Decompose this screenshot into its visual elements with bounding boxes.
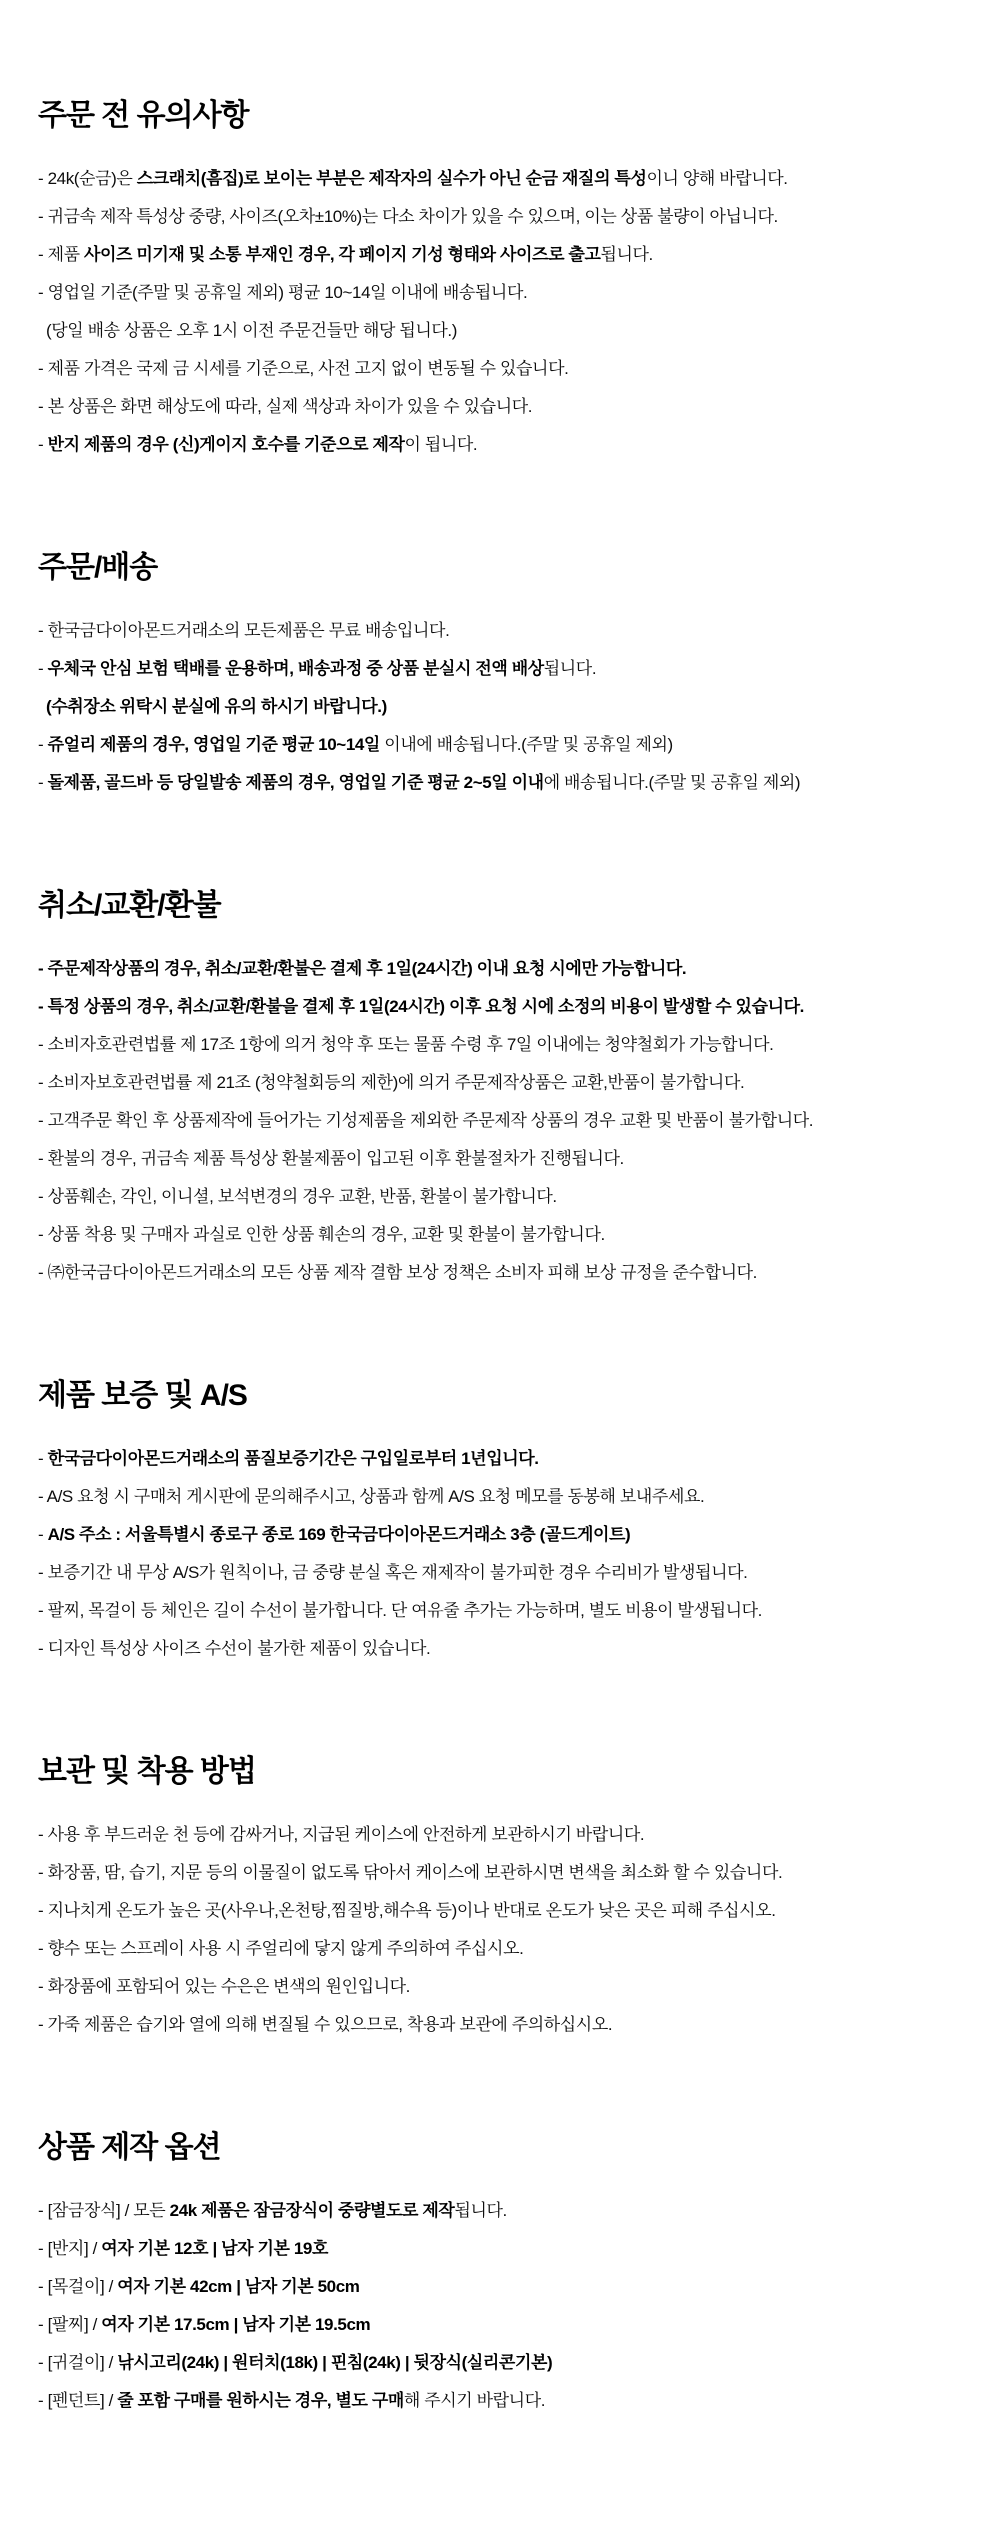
notice-line [38, 312, 960, 350]
notice-line [38, 1140, 960, 1178]
notice-text: 이내에 배송됩니다.(주말 및 공휴일 제외) [379, 735, 673, 754]
notice-text: - 화장품, 땀, 습기, 지문 등의 이물질이 없도록 닦아서 케이스에 보관하시면 변색을 최소화 할 수 있습니다. [38, 1863, 783, 1882]
notice-text: - [목걸이] / [38, 2277, 118, 2296]
section-lines [38, 950, 960, 1292]
notice-line [38, 612, 960, 650]
notice-text: - 고객주문 확인 후 상품제작에 들어가는 기성제품을 제외한 주문제작 상품의 경우 교환 및 반품이 불가합니다. [38, 1111, 814, 1130]
notice-text: 이니 양해 바랍니다. [646, 169, 788, 188]
section-title: 제품 보증 및 A/S [38, 1379, 247, 1412]
notice-section [38, 1378, 960, 1668]
notice-line [38, 1102, 960, 1140]
notice-text: - [38, 659, 48, 678]
notice-text: - 향수 또는 스프레이 사용 시 주얼리에 닿지 않게 주의하여 주십시오. [38, 1939, 524, 1958]
notice-text: - [38, 735, 48, 754]
notice-line [38, 1630, 960, 1668]
notice-line [38, 1516, 960, 1554]
notice-line [38, 1930, 960, 1968]
notice-text: - [38, 1525, 48, 1544]
notice-line [38, 1064, 960, 1102]
notice-text-bold: 사이즈 미기재 및 소통 부재인 경우, 각 페이지 기성 형태와 사이즈로 출고 [83, 245, 601, 264]
notice-text: - [38, 773, 48, 792]
notice-text: - 팔찌, 목걸이 등 체인은 길이 수선이 불가합니다. 단 여유줄 추가는 가능하며, 별도 비용이 발생됩니다. [38, 1601, 762, 1620]
section-title: 보관 및 착용 방법 [38, 1755, 256, 1788]
notice-line [38, 1440, 960, 1478]
notice-text-bold: 낚시고리(24k) | 원터치(18k) | 핀침(24k) | 뒷장식(실리콘기본) [117, 2353, 553, 2372]
notice-text: - 귀금속 제작 특성상 중량, 사이즈(오차±10%)는 다소 차이가 있을 수 있으며, 이는 상품 불량이 아닙니다. [38, 207, 778, 226]
section-title: 취소/교환/환불 [38, 889, 221, 922]
notice-text: 됩니다. [454, 2201, 507, 2220]
notice-text: - 상품훼손, 각인, 이니셜, 보석변경의 경우 교환, 반품, 환불이 불가합니다. [38, 1187, 557, 1206]
notice-text: 이 됩니다. [404, 435, 478, 454]
notice-line [38, 1592, 960, 1630]
notice-line [38, 1854, 960, 1892]
section-title: 주문 전 유의사항 [38, 99, 249, 132]
notice-text: - 24k(순금)은 [38, 169, 137, 188]
notice-text-bold: 24k 제품은 잠금장식이 중량별도로 제작 [169, 2201, 455, 2220]
notice-text: - [펜던트] / [38, 2391, 118, 2410]
notice-text: - A/S 요청 시 구매처 게시판에 문의해주시고, 상품과 함께 A/S 요청 메모를 동봉해 보내주세요. [38, 1487, 705, 1506]
notice-text: - [반지] / [38, 2239, 102, 2258]
notice-line [38, 950, 960, 988]
notice-text: - 영업일 기준(주말 및 공휴일 제외) 평균 10~14일 이내에 배송됩니다. [38, 283, 528, 302]
notice-line [38, 1254, 960, 1292]
notice-section [38, 98, 960, 464]
notice-line [38, 236, 960, 274]
notice-text: - 제품 [38, 245, 84, 264]
section-lines [38, 1816, 960, 2044]
notice-line [38, 1816, 960, 1854]
notice-line [38, 2230, 960, 2268]
notice-text: - [38, 1449, 48, 1468]
notice-line [38, 1554, 960, 1592]
section-lines [38, 1440, 960, 1668]
section-lines [38, 612, 960, 802]
notice-text-bold: 여자 기본 12호 | 남자 기본 19호 [101, 2239, 328, 2258]
notice-line [38, 2006, 960, 2044]
section-lines [38, 160, 960, 464]
notice-section [38, 550, 960, 802]
notice-text: 해 주시기 바랍니다. [403, 2391, 546, 2410]
section-lines [38, 2192, 960, 2420]
notice-line [38, 726, 960, 764]
notice-text-bold: 우체국 안심 보험 택배를 운용하며, 배송과정 중 상품 분실시 전액 배상 [47, 659, 544, 678]
notice-text-bold: 쥬얼리 제품의 경우, 영업일 기준 평균 10~14일 [47, 735, 380, 754]
notice-line [38, 2268, 960, 2306]
notice-line [38, 388, 960, 426]
notice-text: - [38, 435, 48, 454]
notice-line [38, 350, 960, 388]
notice-line [38, 2344, 960, 2382]
notice-text: - 화장품에 포함되어 있는 수은은 변색의 원인입니다. [38, 1977, 410, 1996]
notice-text-bold: - 특정 상품의 경우, 취소/교환/환불을 결제 후 1일(24시간) 이후 요청 시에 소정의 비용이 발생할 수 있습니다. [38, 997, 804, 1016]
notice-line [38, 2382, 960, 2420]
notice-text: - 보증기간 내 무상 A/S가 원칙이나, 금 중량 분실 혹은 재제작이 불가피한 경우 수리비가 발생됩니다. [38, 1563, 748, 1582]
section-title: 상품 제작 옵션 [38, 2131, 221, 2164]
notice-line [38, 160, 960, 198]
notice-line [38, 1216, 960, 1254]
notice-text: - 소비자호관련법률 제 17조 1항에 의거 청약 후 또는 물품 수령 후 7일 이내에는 청약철회가 가능합니다. [38, 1035, 774, 1054]
notice-text: (당일 배송 상품은 오후 1시 이전 주문건들만 해당 됩니다.) [46, 321, 457, 340]
notice-line [38, 988, 960, 1026]
notice-section [38, 2130, 960, 2420]
notice-text-bold: A/S 주소 : 서울특별시 종로구 종로 169 한국금다이아몬드거래소 3층 (골드게이트) [47, 1525, 631, 1544]
notice-content [38, 98, 960, 2420]
notice-text: - [잠금장식] / 모든 [38, 2201, 170, 2220]
notice-text: - [팔찌] / [38, 2315, 102, 2334]
notice-text-bold: - 주문제작상품의 경우, 취소/교환/환불은 결제 후 1일(24시간) 이내 요청 시에만 가능합니다. [38, 959, 687, 978]
notice-line [38, 274, 960, 312]
notice-text: - 제품 가격은 국제 금 시세를 기준으로, 사전 고지 없이 변동될 수 있습니다. [38, 359, 569, 378]
notice-line [38, 1968, 960, 2006]
notice-text-bold: 돌제품, 골드바 등 당일발송 제품의 경우, 영업일 기준 평균 2~5일 이내 [47, 773, 544, 792]
notice-text: - 본 상품은 화면 해상도에 따라, 실제 색상과 차이가 있을 수 있습니다. [38, 397, 533, 416]
notice-text-bold: (수취장소 위탁시 분실에 유의 하시기 바랍니다.) [46, 697, 387, 716]
section-title: 주문/배송 [38, 551, 158, 584]
notice-line [38, 1178, 960, 1216]
notice-text: - [귀걸이] / [38, 2353, 118, 2372]
notice-text: - 사용 후 부드러운 천 등에 감싸거나, 지급된 케이스에 안전하게 보관하시기 바랍니다. [38, 1825, 645, 1844]
notice-line [38, 2192, 960, 2230]
notice-text: - 한국금다이아몬드거래소의 모든제품은 무료 배송입니다. [38, 621, 450, 640]
notice-line [38, 1026, 960, 1064]
notice-text-bold: 여자 기본 17.5cm | 남자 기본 19.5cm [101, 2315, 371, 2334]
notice-section [38, 888, 960, 1292]
notice-line [38, 1892, 960, 1930]
notice-line [38, 426, 960, 464]
notice-line [38, 688, 960, 726]
notice-text-bold: 스크래치(흠집)로 보이는 부분은 제작자의 실수가 아닌 순금 재질의 특성 [136, 169, 647, 188]
notice-text-bold: 반지 제품의 경우 (신)게이지 호수를 기준으로 제작 [47, 435, 405, 454]
notice-text-bold: 줄 포함 구매를 원하시는 경우, 별도 구매 [117, 2391, 404, 2410]
notice-text: - 디자인 특성상 사이즈 수선이 불가한 제품이 있습니다. [38, 1639, 431, 1658]
notice-text: - 상품 착용 및 구매자 과실로 인한 상품 훼손의 경우, 교환 및 환불이 불가합니다. [38, 1225, 605, 1244]
notice-text: - 소비자보호관련법률 제 21조 (청약철회등의 제한)에 의거 주문제작상품은 교환,반품이 불가합니다. [38, 1073, 745, 1092]
notice-text: - 가죽 제품은 습기와 열에 의해 변질될 수 있으므로, 착용과 보관에 주의하십시오. [38, 2015, 613, 2034]
notice-text: - ㈜한국금다이아몬드거래소의 모든 상품 제작 결함 보상 정책은 소비자 피해 보상 규정을 준수합니다. [38, 1263, 757, 1282]
notice-text: 됩니다. [543, 659, 597, 678]
notice-line [38, 764, 960, 802]
notice-line [38, 650, 960, 688]
notice-text-bold: 한국금다이아몬드거래소의 품질보증기간은 구입일로부터 1년입니다. [47, 1449, 539, 1468]
notice-text: - 환불의 경우, 귀금속 제품 특성상 환불제품이 입고된 이후 환불절차가 진행됩니다. [38, 1149, 624, 1168]
notice-line [38, 2306, 960, 2344]
notice-text: - 지나치게 온도가 높은 곳(사우나,온천탕,찜질방,해수욕 등)이나 반대로 온도가 낮은 곳은 피해 주십시오. [38, 1901, 776, 1920]
notice-line [38, 198, 960, 236]
notice-line [38, 1478, 960, 1516]
notice-text: 에 배송됩니다.(주말 및 공휴일 제외) [543, 773, 801, 792]
notice-text-bold: 여자 기본 42cm | 남자 기본 50cm [117, 2277, 360, 2296]
notice-text: 됩니다. [600, 245, 653, 264]
notice-section [38, 1754, 960, 2044]
